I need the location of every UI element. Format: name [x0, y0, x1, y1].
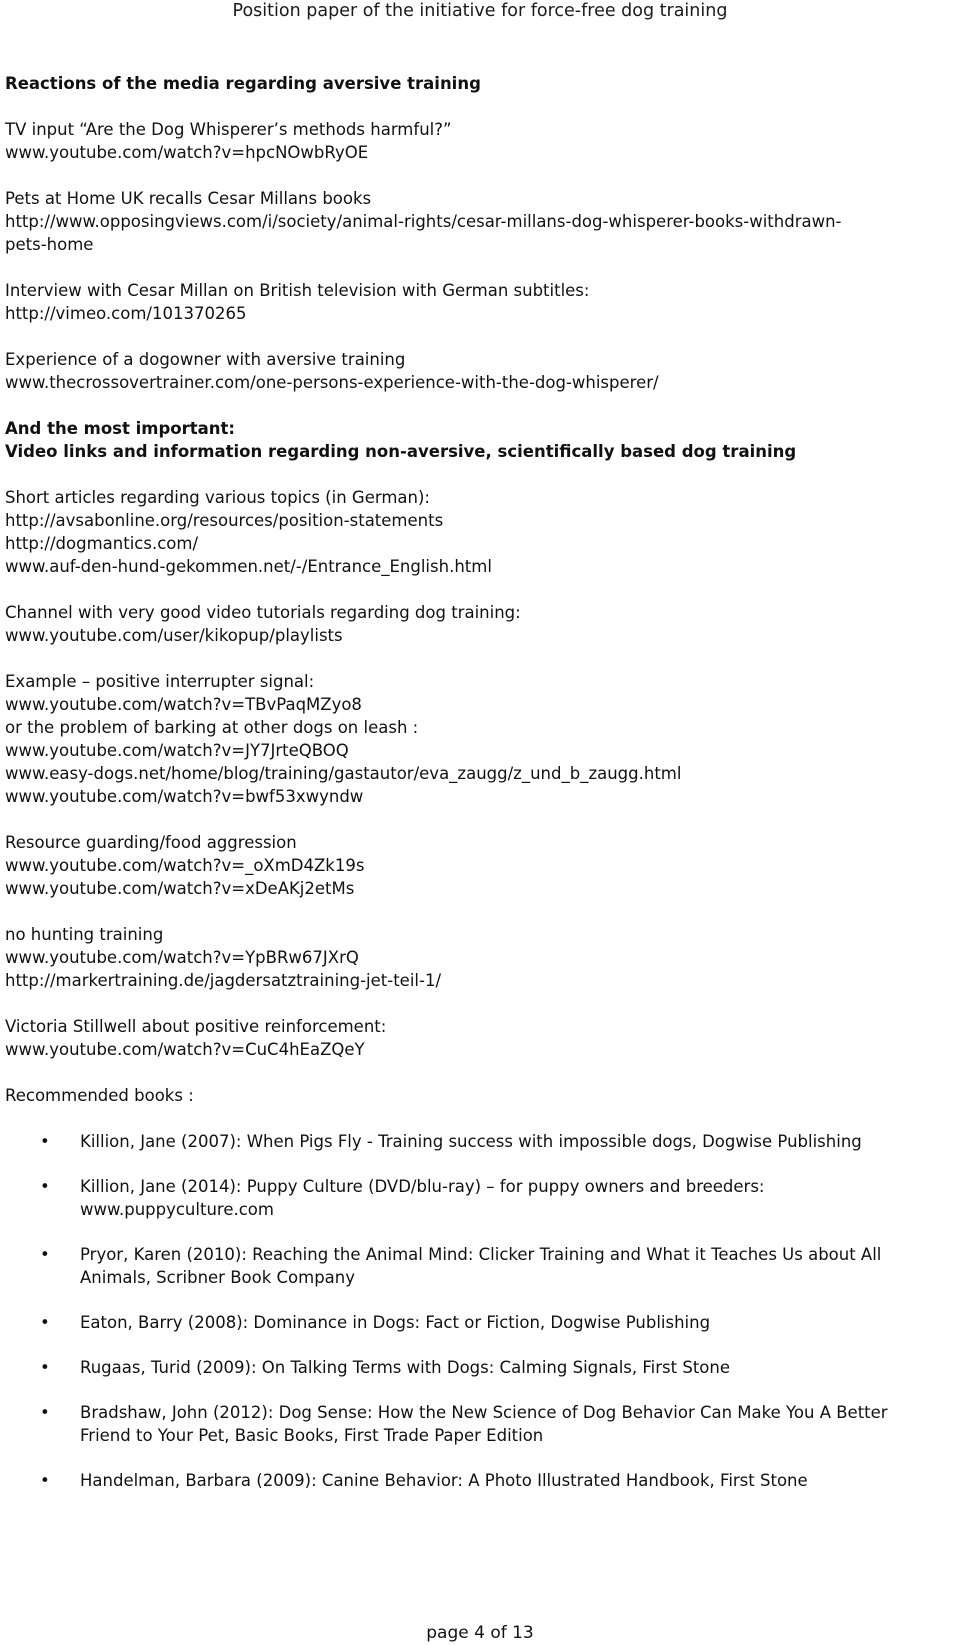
entry-description: Experience of a dogowner with aversive training: [5, 350, 406, 369]
list-item: [5, 1130, 910, 1153]
recommended-books-list: [5, 1130, 955, 1492]
entry-link[interactable]: http://dogmantics.com/: [5, 534, 198, 553]
recommended-books-heading: Recommended books :: [5, 1086, 194, 1105]
recommended-books-heading-block: [5, 1084, 955, 1107]
entry-description: or the problem of barking at other dogs on leash :: [5, 718, 419, 737]
entry-link[interactable]: www.youtube.com/watch?v=TBvPaqMZyo8: [5, 695, 362, 714]
entry-link[interactable]: http://vimeo.com/101370265: [5, 304, 247, 323]
book-citation: Eaton, Barry (2008): Dominance in Dogs: Fact or Fiction, Dogwise Publishing: [80, 1313, 711, 1332]
entry-description: Channel with very good video tutorials regarding dog training:: [5, 603, 521, 622]
entry-link[interactable]: http://avsabonline.org/resources/position-statements: [5, 511, 444, 530]
important-section-subheading: Video links and information regarding non-aversive, scientifically based dog training: [5, 442, 797, 461]
bullet-icon: •: [40, 1245, 50, 1264]
entry-link[interactable]: www.easy-dogs.net/home/blog/training/gastautor/eva_zaugg/z_und_b_zaugg.html: [5, 764, 682, 783]
book-citation: Handelman, Barbara (2009): Canine Behavior: A Photo Illustrated Handbook, First Stone: [80, 1471, 808, 1490]
entry-description: TV input “Are the Dog Whisperer’s methods harmful?”: [5, 120, 452, 139]
media-entry-pets-at-home: [5, 187, 955, 256]
entry-description: Pets at Home UK recalls Cesar Millans books: [5, 189, 372, 208]
list-item: [5, 1469, 910, 1492]
page-content: [5, 72, 955, 1514]
entry-victoria-stillwell: [5, 1015, 955, 1061]
entry-link[interactable]: www.youtube.com/watch?v=YpBRw67JXrQ: [5, 948, 359, 967]
entry-no-hunting-training: [5, 923, 955, 992]
bullet-icon: •: [40, 1358, 50, 1377]
book-citation: Killion, Jane (2007): When Pigs Fly - Training success with impossible dogs, Dogwise Publishing: [80, 1132, 862, 1151]
entry-link[interactable]: http://markertraining.de/jagdersatztraining-jet-teil-1/: [5, 971, 442, 990]
media-entry-tv-input: [5, 118, 955, 164]
entry-link[interactable]: www.youtube.com/watch?v=JY7JrteQBOQ: [5, 741, 349, 760]
entry-link[interactable]: http://www.opposingviews.com/i/society/animal-rights/cesar-millans-dog-whisperer-books-withdrawn-: [5, 212, 842, 231]
entry-link[interactable]: www.youtube.com/user/kikopup/playlists: [5, 626, 343, 645]
entry-description: Interview with Cesar Millan on British television with German subtitles:: [5, 281, 590, 300]
entry-link[interactable]: www.thecrossovertrainer.com/one-persons-experience-with-the-dog-whisperer/: [5, 373, 659, 392]
running-header: Position paper of the initiative for force-free dog training: [232, 1, 728, 21]
bullet-icon: •: [40, 1132, 50, 1151]
entry-link[interactable]: www.youtube.com/watch?v=xDeAKj2etMs: [5, 879, 355, 898]
entry-link[interactable]: www.youtube.com/watch?v=hpcNOwbRyOE: [5, 143, 369, 162]
important-section-heading: And the most important:: [5, 419, 236, 438]
entry-link-continued[interactable]: pets-home: [5, 235, 94, 254]
entry-resource-guarding: [5, 831, 955, 900]
entry-description: no hunting training: [5, 925, 164, 944]
entry-description: Resource guarding/food aggression: [5, 833, 297, 852]
entry-link[interactable]: www.youtube.com/watch?v=_oXmD4Zk19s: [5, 856, 365, 875]
list-item: [5, 1356, 910, 1379]
book-citation: Rugaas, Turid (2009): On Talking Terms with Dogs: Calming Signals, First Stone: [80, 1358, 730, 1377]
media-section-heading: Reactions of the media regarding aversive training: [5, 74, 481, 93]
media-section-heading-block: [5, 72, 955, 95]
entry-interrupter-signal: [5, 670, 955, 808]
important-section-heading-block: [5, 417, 955, 463]
book-citation: Killion, Jane (2014): Puppy Culture (DVD/blu-ray) – for puppy owners and breeders: www.puppyculture.com: [80, 1177, 765, 1219]
list-item: [5, 1401, 910, 1447]
bullet-icon: •: [40, 1403, 50, 1422]
entry-description: Example – positive interrupter signal:: [5, 672, 315, 691]
entry-description: Victoria Stillwell about positive reinforcement:: [5, 1017, 387, 1036]
bullet-icon: •: [40, 1313, 50, 1332]
entry-video-channel: [5, 601, 955, 647]
list-item: [5, 1311, 910, 1334]
list-item: [5, 1243, 910, 1289]
entry-link[interactable]: www.youtube.com/watch?v=CuC4hEaZQeY: [5, 1040, 365, 1059]
entry-link[interactable]: www.auf-den-hund-gekommen.net/-/Entrance_English.html: [5, 557, 492, 576]
media-entry-dogowner-experience: [5, 348, 955, 394]
entry-description: Short articles regarding various topics (in German):: [5, 488, 430, 507]
entry-link[interactable]: www.youtube.com/watch?v=bwf53xwyndw: [5, 787, 364, 806]
list-item: [5, 1175, 910, 1221]
entry-short-articles: [5, 486, 955, 578]
book-citation: Bradshaw, John (2012): Dog Sense: How the New Science of Dog Behavior Can Make You A Better Friend to Your Pet, Basic Books, First Trade Paper Edition: [80, 1403, 888, 1445]
bullet-icon: •: [40, 1471, 50, 1490]
page-number: page 4 of 13: [426, 1623, 534, 1643]
media-entry-interview: [5, 279, 955, 325]
bullet-icon: •: [40, 1177, 50, 1196]
book-citation: Pryor, Karen (2010): Reaching the Animal Mind: Clicker Training and What it Teaches Us about All Animals, Scribner Book Company: [80, 1245, 882, 1287]
